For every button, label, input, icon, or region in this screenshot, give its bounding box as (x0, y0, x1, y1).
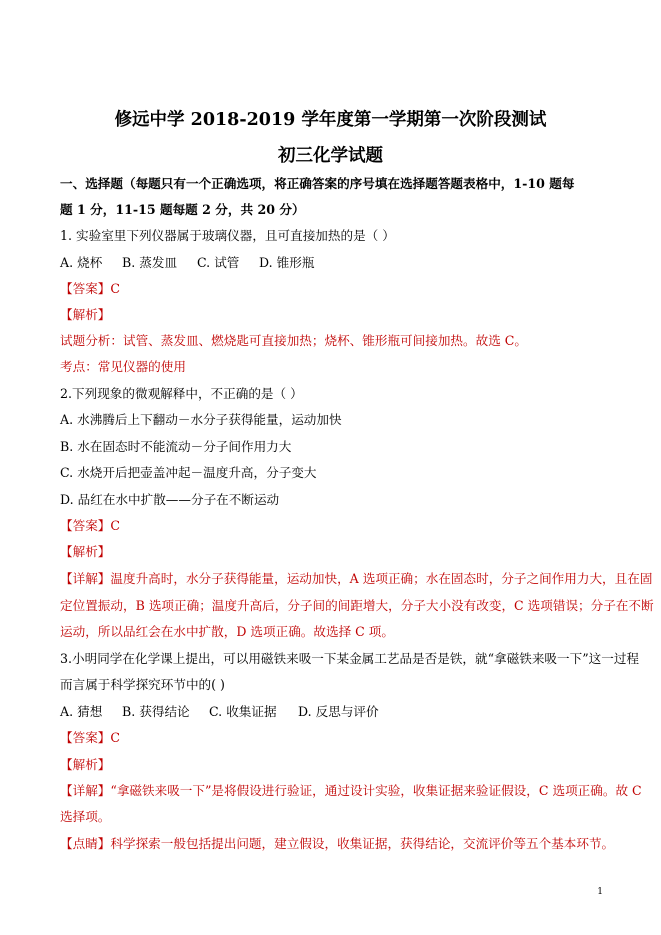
question-3-detail-line-1: 【详解】“拿磁铁来吸一下”是将假设进行验证，通过设计实验，收集证据来验证假设，C 选项正确。故 C (60, 783, 642, 798)
question-3-stem-line-1: 3.小明同学在化学课上提出，可以用磁铁来吸一下某金属工艺品是否是铁，就“拿磁铁来吸一下”这一过程 (60, 651, 640, 666)
q3-option-a: A. 猜想 (60, 704, 103, 719)
question-3-detail-line-2: 选择项。 (60, 809, 111, 824)
question-2-answer: 【答案】C (60, 518, 121, 533)
q3-option-d: D. 反思与评价 (298, 704, 379, 719)
page-subtitle: 初三化学试题 (278, 146, 383, 166)
question-1-options (60, 255, 314, 271)
question-3-answer: 【答案】C (60, 730, 121, 745)
question-1-analysis: 试题分析：试管、蒸发皿、燃烧匙可直接加热；烧杯、锥形瓶可间接加热。故选 C。 (60, 333, 528, 348)
question-2-detail-line-1: 【详解】温度升高时，水分子获得能量，运动加快，A 选项正确；水在固态时，分子之间作用力大，且在固 (60, 571, 653, 586)
question-3-analysis-tag: 【解析】 (60, 757, 111, 772)
question-2-analysis-tag: 【解析】 (60, 544, 111, 559)
page-number: 1 (597, 887, 603, 897)
question-2-detail-line-3: 运动，所以品红会在水中扩散，D 选项正确。故选择 C 项。 (60, 624, 394, 639)
section-heading-line-1: 一、选择题（每题只有一个正确选项，将正确答案的序号填在选择题答题表格中，1-10 题每 (60, 176, 575, 191)
q1-option-c: C. 试管 (197, 255, 240, 270)
question-1-analysis-tag: 【解析】 (60, 307, 111, 322)
question-2-detail-line-2: 定位置振动，B 选项正确；温度升高后，分子间的间距增大，分子大小没有改变，C 选项错误；分子在不断 (60, 598, 654, 613)
section-heading-line-2: 题 1 分，11-15 题每题 2 分，共 20 分） (60, 202, 305, 217)
q3-option-c: C. 收集证据 (209, 704, 277, 719)
q1-option-b: B. 蒸发皿 (122, 255, 178, 270)
question-3-options (60, 704, 379, 720)
question-1-stem: 1. 实验室里下列仪器属于玻璃仪器，且可直接加热的是（ ） (60, 228, 395, 243)
q2-option-b: B. 水在固态时不能流动－分子间作用力大 (60, 439, 292, 454)
question-3-dianjing: 【点睛】科学探索一般包括提出问题，建立假设，收集证据，获得结论，交流评价等五个基本环节。 (60, 836, 615, 851)
question-1-kaodian: 考点：常见仪器的使用 (60, 359, 186, 374)
q2-option-d: D. 品红在水中扩散——分子在不断运动 (60, 492, 280, 507)
question-3-stem-line-2: 而言属于科学探究环节中的( ) (60, 677, 225, 692)
question-2-stem: 2.下列现象的微观解释中，不正确的是（ ） (60, 386, 303, 401)
q1-option-a: A. 烧杯 (60, 255, 103, 270)
q3-option-b: B. 获得结论 (122, 704, 190, 719)
q2-option-c: C. 水烧开后把壶盖冲起－温度升高，分子变大 (60, 465, 317, 480)
question-1-answer: 【答案】C (60, 281, 121, 296)
q1-option-d: D. 锥形瓶 (259, 255, 315, 270)
page-title: 修远中学 2018-2019 学年度第一学期第一次阶段测试 (114, 110, 547, 130)
q2-option-a: A. 水沸腾后上下翻动－水分子获得能量，运动加快 (60, 412, 342, 427)
